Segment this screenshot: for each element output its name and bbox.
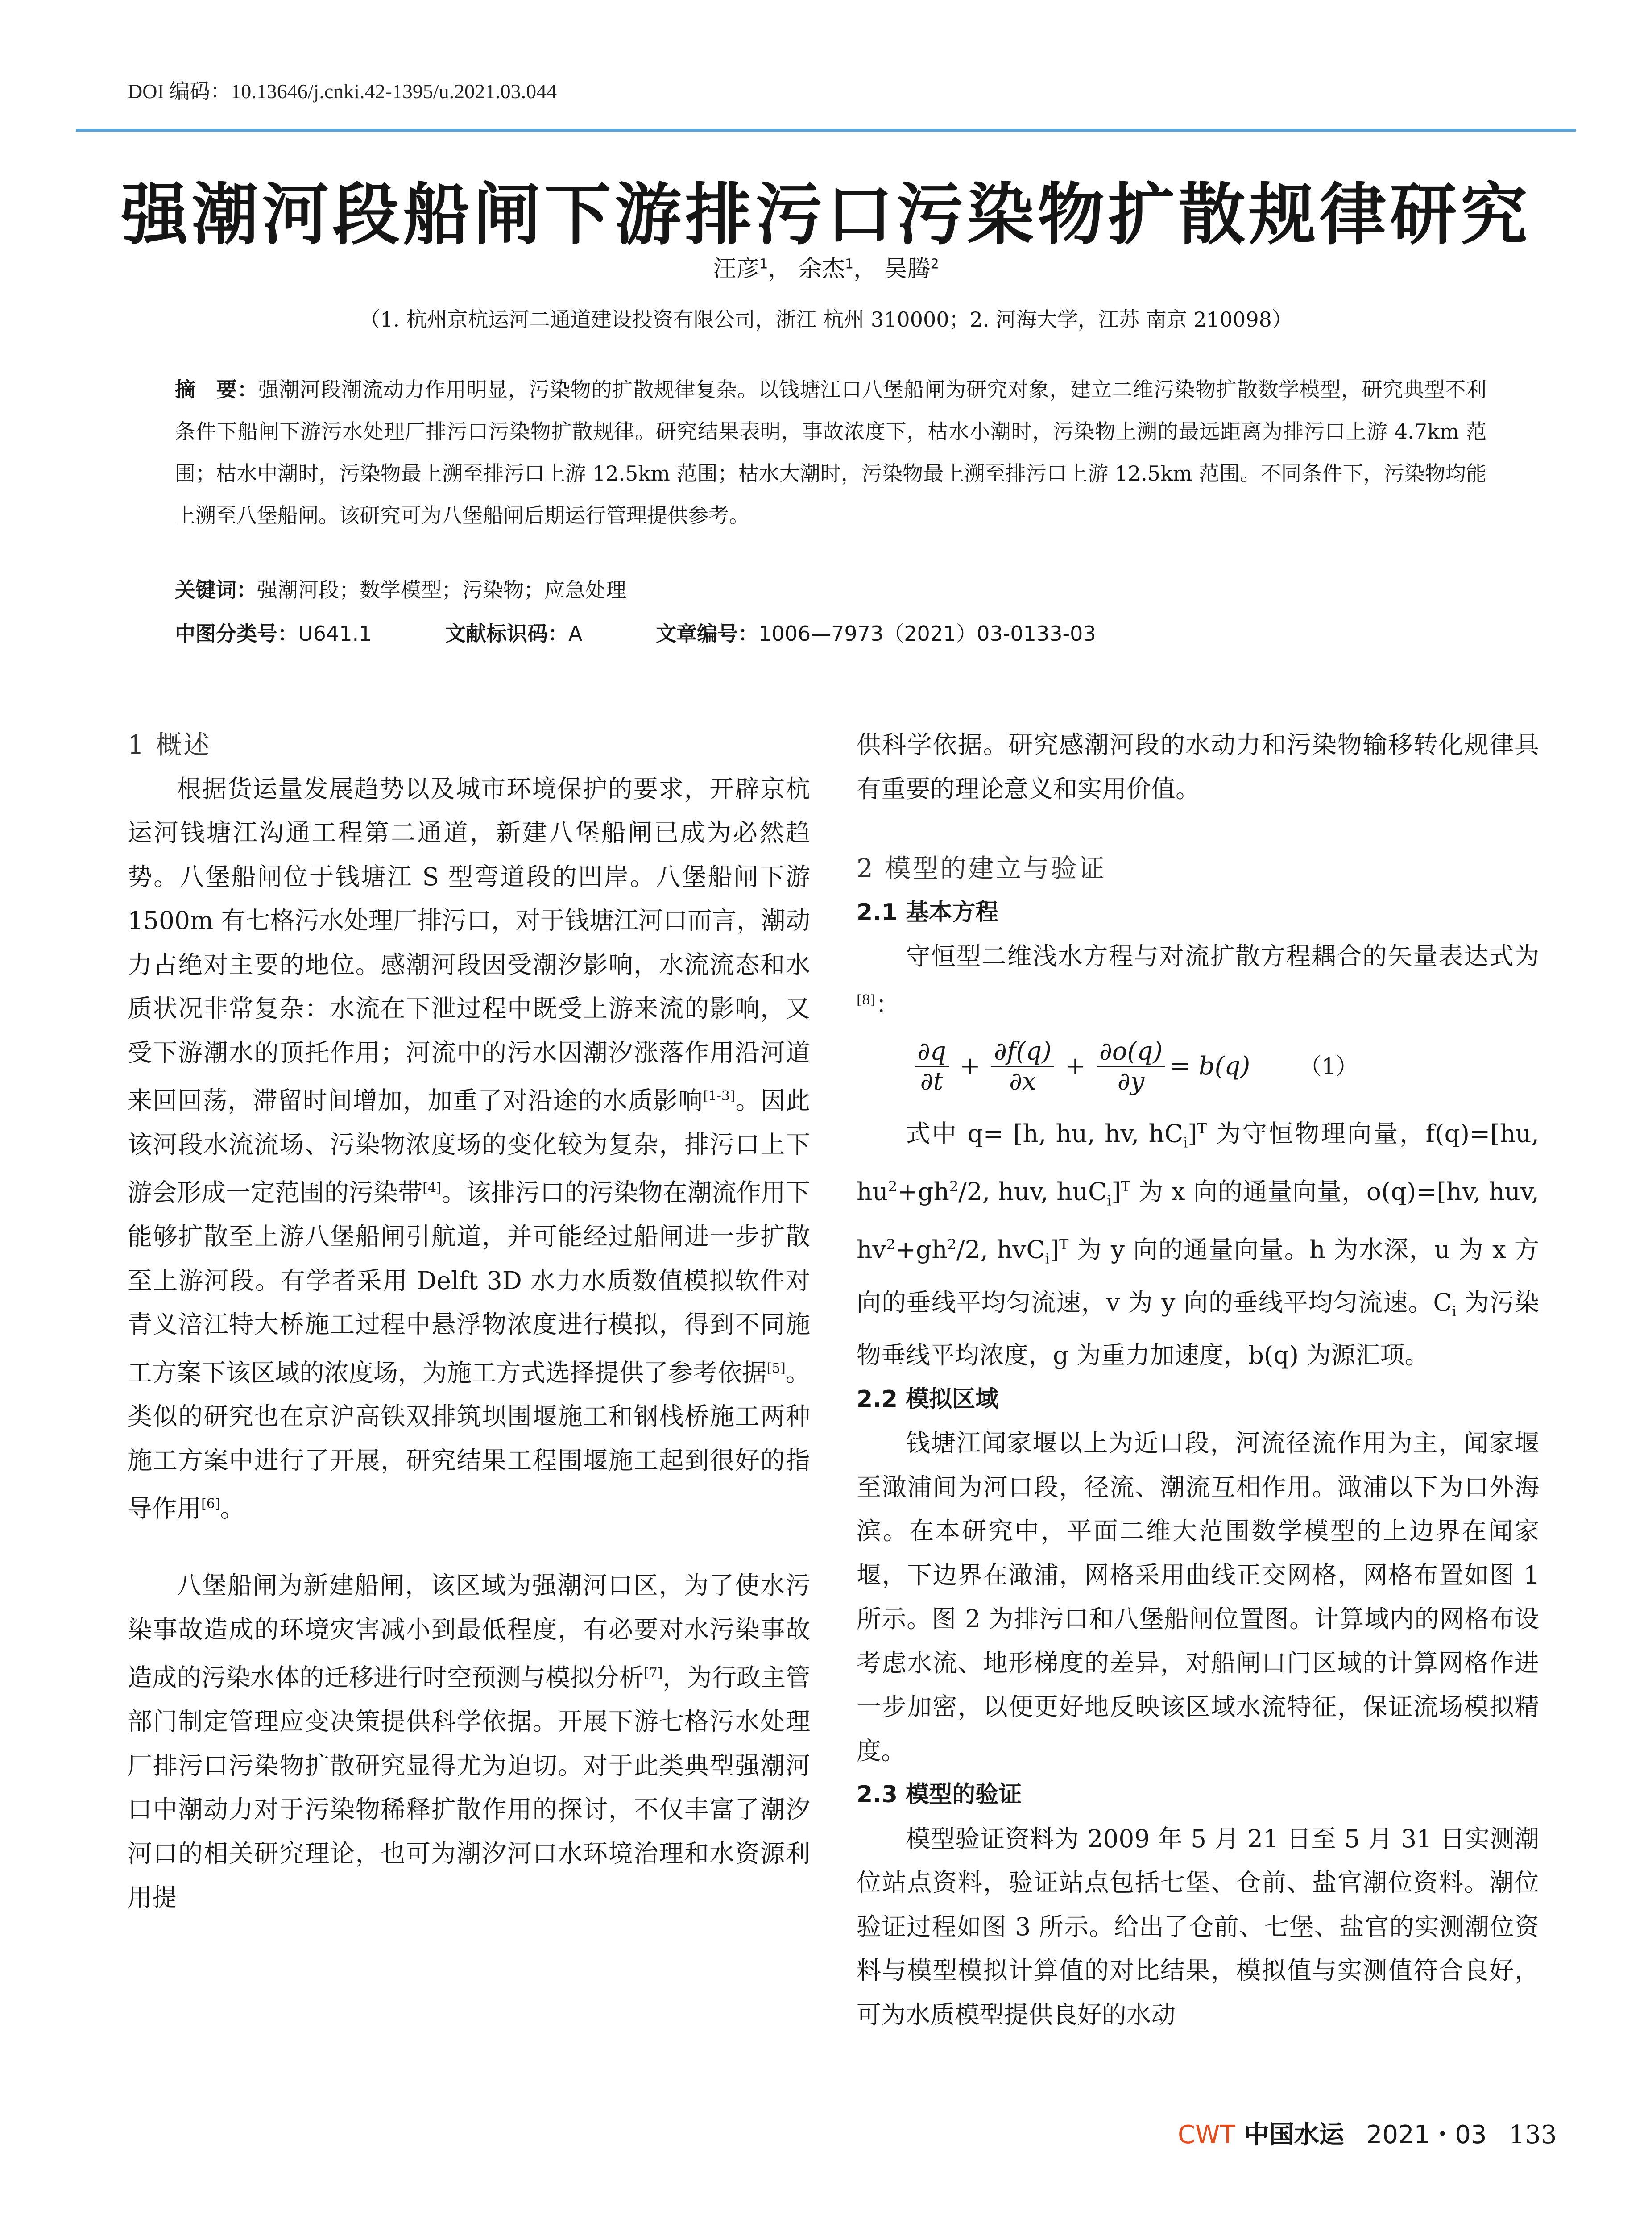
keywords-label: 关键词：: [175, 578, 257, 602]
doc-code-value: A: [568, 622, 583, 646]
citation: [6]: [201, 1496, 220, 1512]
author-list: [0, 250, 1652, 283]
issue-number: 2021・03: [1366, 2120, 1487, 2149]
journal-name: 中国水运: [1244, 2120, 1344, 2149]
subsection-heading-2-3: 2.3 模型的验证: [857, 1781, 1022, 1808]
doi-line: DOI 编码：10.13646/j.cnki.42-1395/u.2021.03.044: [128, 80, 557, 103]
author-separator: ，: [853, 256, 877, 282]
header-divider: [76, 129, 1576, 132]
denominator: ∂y: [1117, 1066, 1145, 1096]
citation: [8]: [857, 992, 876, 1008]
paragraph-text: ：: [875, 990, 900, 1019]
equation-rhs: = b(q): [1170, 1052, 1250, 1081]
journal-logo: CWT: [1178, 2120, 1235, 2149]
body-paragraph: 供科学依据。研究感潮河段的水动力和污染物输移转化规律具有重要的理论意义和实用价值。: [857, 730, 1539, 803]
denominator: ∂x: [1009, 1066, 1036, 1096]
section-heading-1: 1 概述: [128, 730, 211, 760]
author-affil-mark: 2: [930, 256, 939, 272]
fraction-term: [991, 1037, 1054, 1096]
page-number: 133: [1509, 2120, 1557, 2149]
citation: [1-3]: [703, 1088, 735, 1104]
citation: [7]: [643, 1665, 663, 1681]
citation: [5]: [766, 1360, 786, 1376]
numerator: ∂q: [915, 1037, 949, 1067]
subsection-heading-2-2: 2.2 模拟区域: [857, 1385, 999, 1413]
citation: [4]: [422, 1180, 442, 1196]
clc-label: 中图分类号：: [175, 622, 298, 646]
keywords-text: 强潮河段；数学模型；污染物；应急处理: [257, 578, 626, 602]
numerator: ∂o(q): [1097, 1037, 1165, 1067]
paragraph-text: 。因此该河段水流流场、污染物浓度场的变化较为复杂，排污口上下游会形成一定范围的污染带: [128, 1086, 810, 1207]
paragraph-text: 。该排污口的污染物在潮流作用下能够扩散至上游八堡船闸引航道，并可能经过船闸进一步扩散至上游河段。有学者采用 Delft 3D 水力水质数值模拟软件对青义涪江特大桥施工过程中悬浮物浓度进行模拟，得到不同施工方案下该区域的浓度场，为施工方式选择提供了参考依据: [128, 1178, 810, 1387]
author-name: 吴腾: [884, 256, 931, 282]
body-paragraph: 式中 q= [h, hu, hv, $hC_i]^T$ 为守恒物理向量，f(q)=[hu, $hu^2+gh^2/2$, huv, huC$_i$]$^T$ 为 x 向的通量向量，o(q)=[hv, huv, $hv^2+gh^2/2$, hvC$_i$]$^T$ 为 y 向的通量向量。h 为水深，u 为 x 方向的垂线平均匀流速，v 为 y 向的垂线平均匀流速。$C_i$ 为污染物垂线平均浓度，g 为重力加速度，b(q) 为源汇项。: [857, 1119, 1539, 1370]
author-name: 余杰: [798, 256, 845, 282]
abstract-text: 强潮河段潮流动力作用明显，污染物的扩散规律复杂。以钱塘江口八堡船闸为研究对象，建立二维污染物扩散数学模型，研究典型不利条件下船闸下游污水处理厂排污口污染物扩散规律。研究结果表明，事故浓度下，枯水小潮时，污染物上溯的最远距离为排污口上游 4.7km 范围；枯水中潮时，污染物最上溯至排污口上游 12.5km 范围；枯水大潮时，污染物最上溯至排污口上游 12.5km 范围。不同条件下，污染物均能上溯至八堡船闸。该研究可为八堡船闸后期运行管理提供参考。: [175, 377, 1487, 527]
plus-sign: +: [959, 1052, 981, 1081]
paragraph-text: 根据货运量发展趋势以及城市环境保护的要求，开辟京杭运河钱塘江沟通工程第二通道，新建八堡船闸已成为必然趋势。八堡船闸位于钱塘江 S 型弯道段的凹岸。八堡船闸下游 1500m 有七格污水处理厂排污口，对于钱塘江河口而言，潮动力占绝对主要的地位。感潮河段因受潮汐影响，水流流态和水质状况非常复杂：水流在下泄过程中既受上游来流的影响，又受下游潮水的顶托作用；河流中的污水因潮汐涨落作用沿河道来回回荡，滞留时间增加，加重了对沿途的水质影响: [128, 774, 810, 1115]
abstract-label: 摘 要：: [175, 377, 258, 402]
author-separator: ，: [768, 256, 791, 282]
paragraph-text: 。: [220, 1494, 245, 1523]
fraction-term: [915, 1037, 949, 1096]
author-name: 汪彦: [713, 256, 760, 282]
paragraph-text: 守恒型二维浅水方程与对流扩散方程耦合的矢量表达式为: [906, 942, 1539, 970]
abstract: [175, 369, 1486, 536]
affiliation: （1. 杭州京杭运河二通道建设投资有限公司，浙江 杭州 310000；2. 河海大学，江苏 南京 210098）: [360, 307, 1292, 332]
article-number-label: 文章编号：: [656, 622, 759, 646]
plus-sign: +: [1064, 1052, 1086, 1081]
subsection-heading-2-1: 2.1 基本方程: [857, 899, 999, 926]
fraction-term: [1097, 1037, 1165, 1096]
author-affil-mark: 1: [759, 256, 768, 272]
right-column: [857, 723, 1539, 2036]
doc-code-label: 文献标识码：: [445, 622, 568, 646]
paragraph-text: 。类似的研究也在京沪高铁双排筑坝围堰施工和钢栈桥施工两种施工方案中进行了开展，研究结果工程围堰施工起到很好的指导作用: [128, 1358, 810, 1523]
paper-title: 强潮河段船闸下游排污口污染物扩散规律研究: [121, 175, 1531, 254]
equation-number: （1）: [1299, 1053, 1358, 1080]
denominator: ∂t: [920, 1066, 944, 1096]
classification-line: [175, 618, 1486, 647]
body-paragraph: [128, 767, 810, 1531]
body-paragraph: [128, 1563, 810, 1919]
left-column: [128, 723, 810, 1920]
article-number-value: 1006—7973（2021）03-0133-03: [758, 622, 1096, 646]
author-affil-mark: 1: [845, 256, 854, 272]
equation-1: [910, 1026, 1539, 1107]
body-paragraph: [857, 934, 1539, 1026]
body-paragraph: 钱塘江闻家堰以上为近口段，河流径流作用为主，闻家堰至澉浦间为河口段，径流、潮流互相作用。澉浦以下为口外海滨。在本研究中，平面二维大范围数学模型的上边界在闻家堰，下边界在澉浦，网格采用曲线正交网格，网格布置如图 1 所示。图 2 为排污口和八堡船闸位置图。计算域内的网格布设考虑水流、地形梯度的差异，对船闸口门区域的计算网格作进一步加密，以便更好地反映该区域水流特征，保证流场模拟精度。: [857, 1429, 1539, 1765]
keywords: [175, 574, 1486, 603]
paragraph-text: ，为行政主管部门制定管理应变决策提供科学依据。开展下游七格污水处理厂排污口污染物扩散研究显得尤为迫切。对于此类典型强潮河口中潮动力对于污染物稀释扩散作用的探讨，不仅丰富了潮汐河口的相关研究理论，也可为潮汐河口水环境治理和水资源利用提: [128, 1663, 810, 1912]
body-paragraph: 模型验证资料为 2009 年 5 月 21 日至 5 月 31 日实测潮位站点资料，验证站点包括七堡、仓前、盐官潮位资料。潮位验证过程如图 3 所示。给出了仓前、七堡、盐官的实测潮位资料与模型模拟计算值的对比结果，模拟值与实测值符合良好，可为水质模型提供良好的水动: [857, 1824, 1539, 2029]
numerator: ∂f(q): [991, 1037, 1054, 1067]
clc-value: U641.1: [298, 622, 372, 646]
section-heading-2: 2 模型的建立与验证: [857, 853, 1106, 883]
page-footer: [1178, 2115, 1557, 2151]
paragraph-text: 八堡船闸为新建船闸，该区域为强潮河口区，为了使水污染事故造成的环境灾害减小到最低程度，有必要对水污染事故造成的污染水体的迁移进行时空预测与模拟分析: [128, 1571, 810, 1692]
